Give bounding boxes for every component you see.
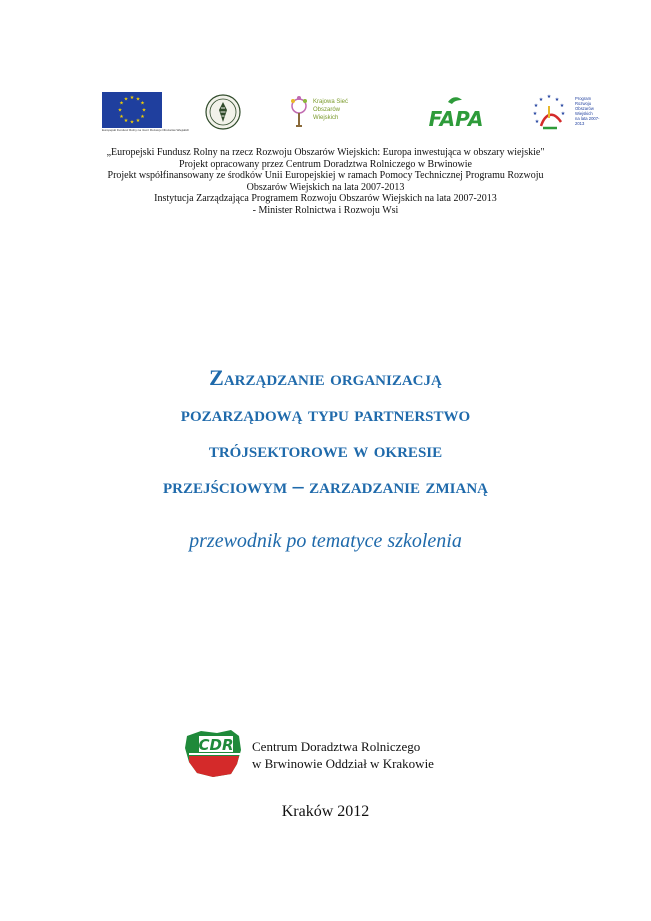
publisher-name: [252, 738, 434, 772]
title-line: pozarządową typu partnerstwo: [180, 401, 471, 426]
prow-text-line: na lata 2007-2013: [575, 116, 600, 126]
prow-text-line: Program: [575, 96, 592, 101]
ksow-logo: [287, 94, 359, 130]
info-line: Projekt opracowany przez Centrum Doradztwa Rolniczego w Brwinowie: [179, 158, 472, 170]
prow-text-line: Rozwoju: [575, 101, 592, 106]
svg-text:★: ★: [533, 103, 539, 109]
info-line: Instytucja Zarządzająca Programem Rozwoju Obszarów Wiejskich na lata 2007-2013: [154, 193, 497, 205]
logo-bar: [0, 92, 651, 140]
document-subtitle: przewodnik po tematyce szkolenia: [189, 530, 462, 552]
svg-text:★: ★: [129, 95, 135, 101]
info-line: Obszarów Wiejskich na lata 2007-2013: [246, 181, 405, 193]
svg-text:★: ★: [140, 114, 145, 120]
svg-text:★: ★: [538, 97, 544, 103]
svg-text:★: ★: [560, 111, 566, 117]
fapa-logo: [418, 94, 494, 130]
svg-text:★: ★: [119, 100, 124, 107]
svg-text:★: ★: [123, 96, 129, 103]
svg-text:★: ★: [532, 111, 538, 117]
info-line: Projekt współfinansowany ze środków Unii Europejskiej w ramach Pomocy Technicznej Programu Rozwoju: [107, 170, 544, 182]
svg-text:★: ★: [140, 100, 145, 107]
title-line: przejściowym – zarzadzanie zmianą: [162, 473, 489, 498]
eu-caption: Europejski Fundusz Rolny na rzecz Rozwoju Obszarów Wiejskich: [102, 128, 190, 132]
svg-text:★: ★: [135, 118, 141, 124]
eu-stars-icon: [102, 92, 162, 128]
fapa-text: FAPA: [428, 107, 484, 131]
prow-text-line: Obszarów: [575, 106, 594, 111]
svg-text:★: ★: [117, 107, 123, 114]
svg-text:★: ★: [135, 96, 141, 103]
funding-info: [0, 147, 651, 217]
prow-logo: [527, 92, 607, 136]
svg-text:★: ★: [554, 97, 560, 103]
publisher-line: Centrum Doradztwa Rolniczego: [252, 739, 421, 754]
svg-text:★: ★: [123, 118, 129, 124]
svg-text:★: ★: [119, 114, 124, 120]
ministry-seal-logo: [205, 94, 241, 130]
publisher-line: w Brwinowie Oddział w Krakowie: [252, 756, 434, 771]
svg-text:★: ★: [546, 94, 552, 100]
title-line: Zarządzanie organizacją: [209, 365, 442, 390]
info-line: „Europejski Fundusz Rolny na rzecz Rozwoju Obszarów Wiejskich: Europa inwestująca w obszary wiejskie": [106, 147, 545, 158]
info-line: - Minister Rolnictwa i Rozwoju Wsi: [252, 204, 399, 216]
ksow-text-line: Obszarów: [313, 107, 341, 113]
cdr-text: CDR: [198, 736, 234, 754]
cdr-logo: [183, 728, 253, 780]
ksow-text-line: Krajowa Sieć: [313, 99, 349, 105]
ksow-text-line: Wiejskich: [313, 115, 339, 121]
place-year: Kraków 2012: [281, 803, 370, 820]
document-title: [40, 360, 611, 504]
svg-text:★: ★: [129, 119, 135, 126]
eu-flag-logo: [102, 92, 190, 136]
prow-text-line: Wiejskich: [575, 111, 593, 116]
svg-text:★: ★: [534, 119, 540, 125]
title-line: trójsektorowe w okresie: [208, 437, 443, 462]
svg-text:★: ★: [141, 107, 147, 114]
svg-text:★: ★: [559, 103, 565, 109]
